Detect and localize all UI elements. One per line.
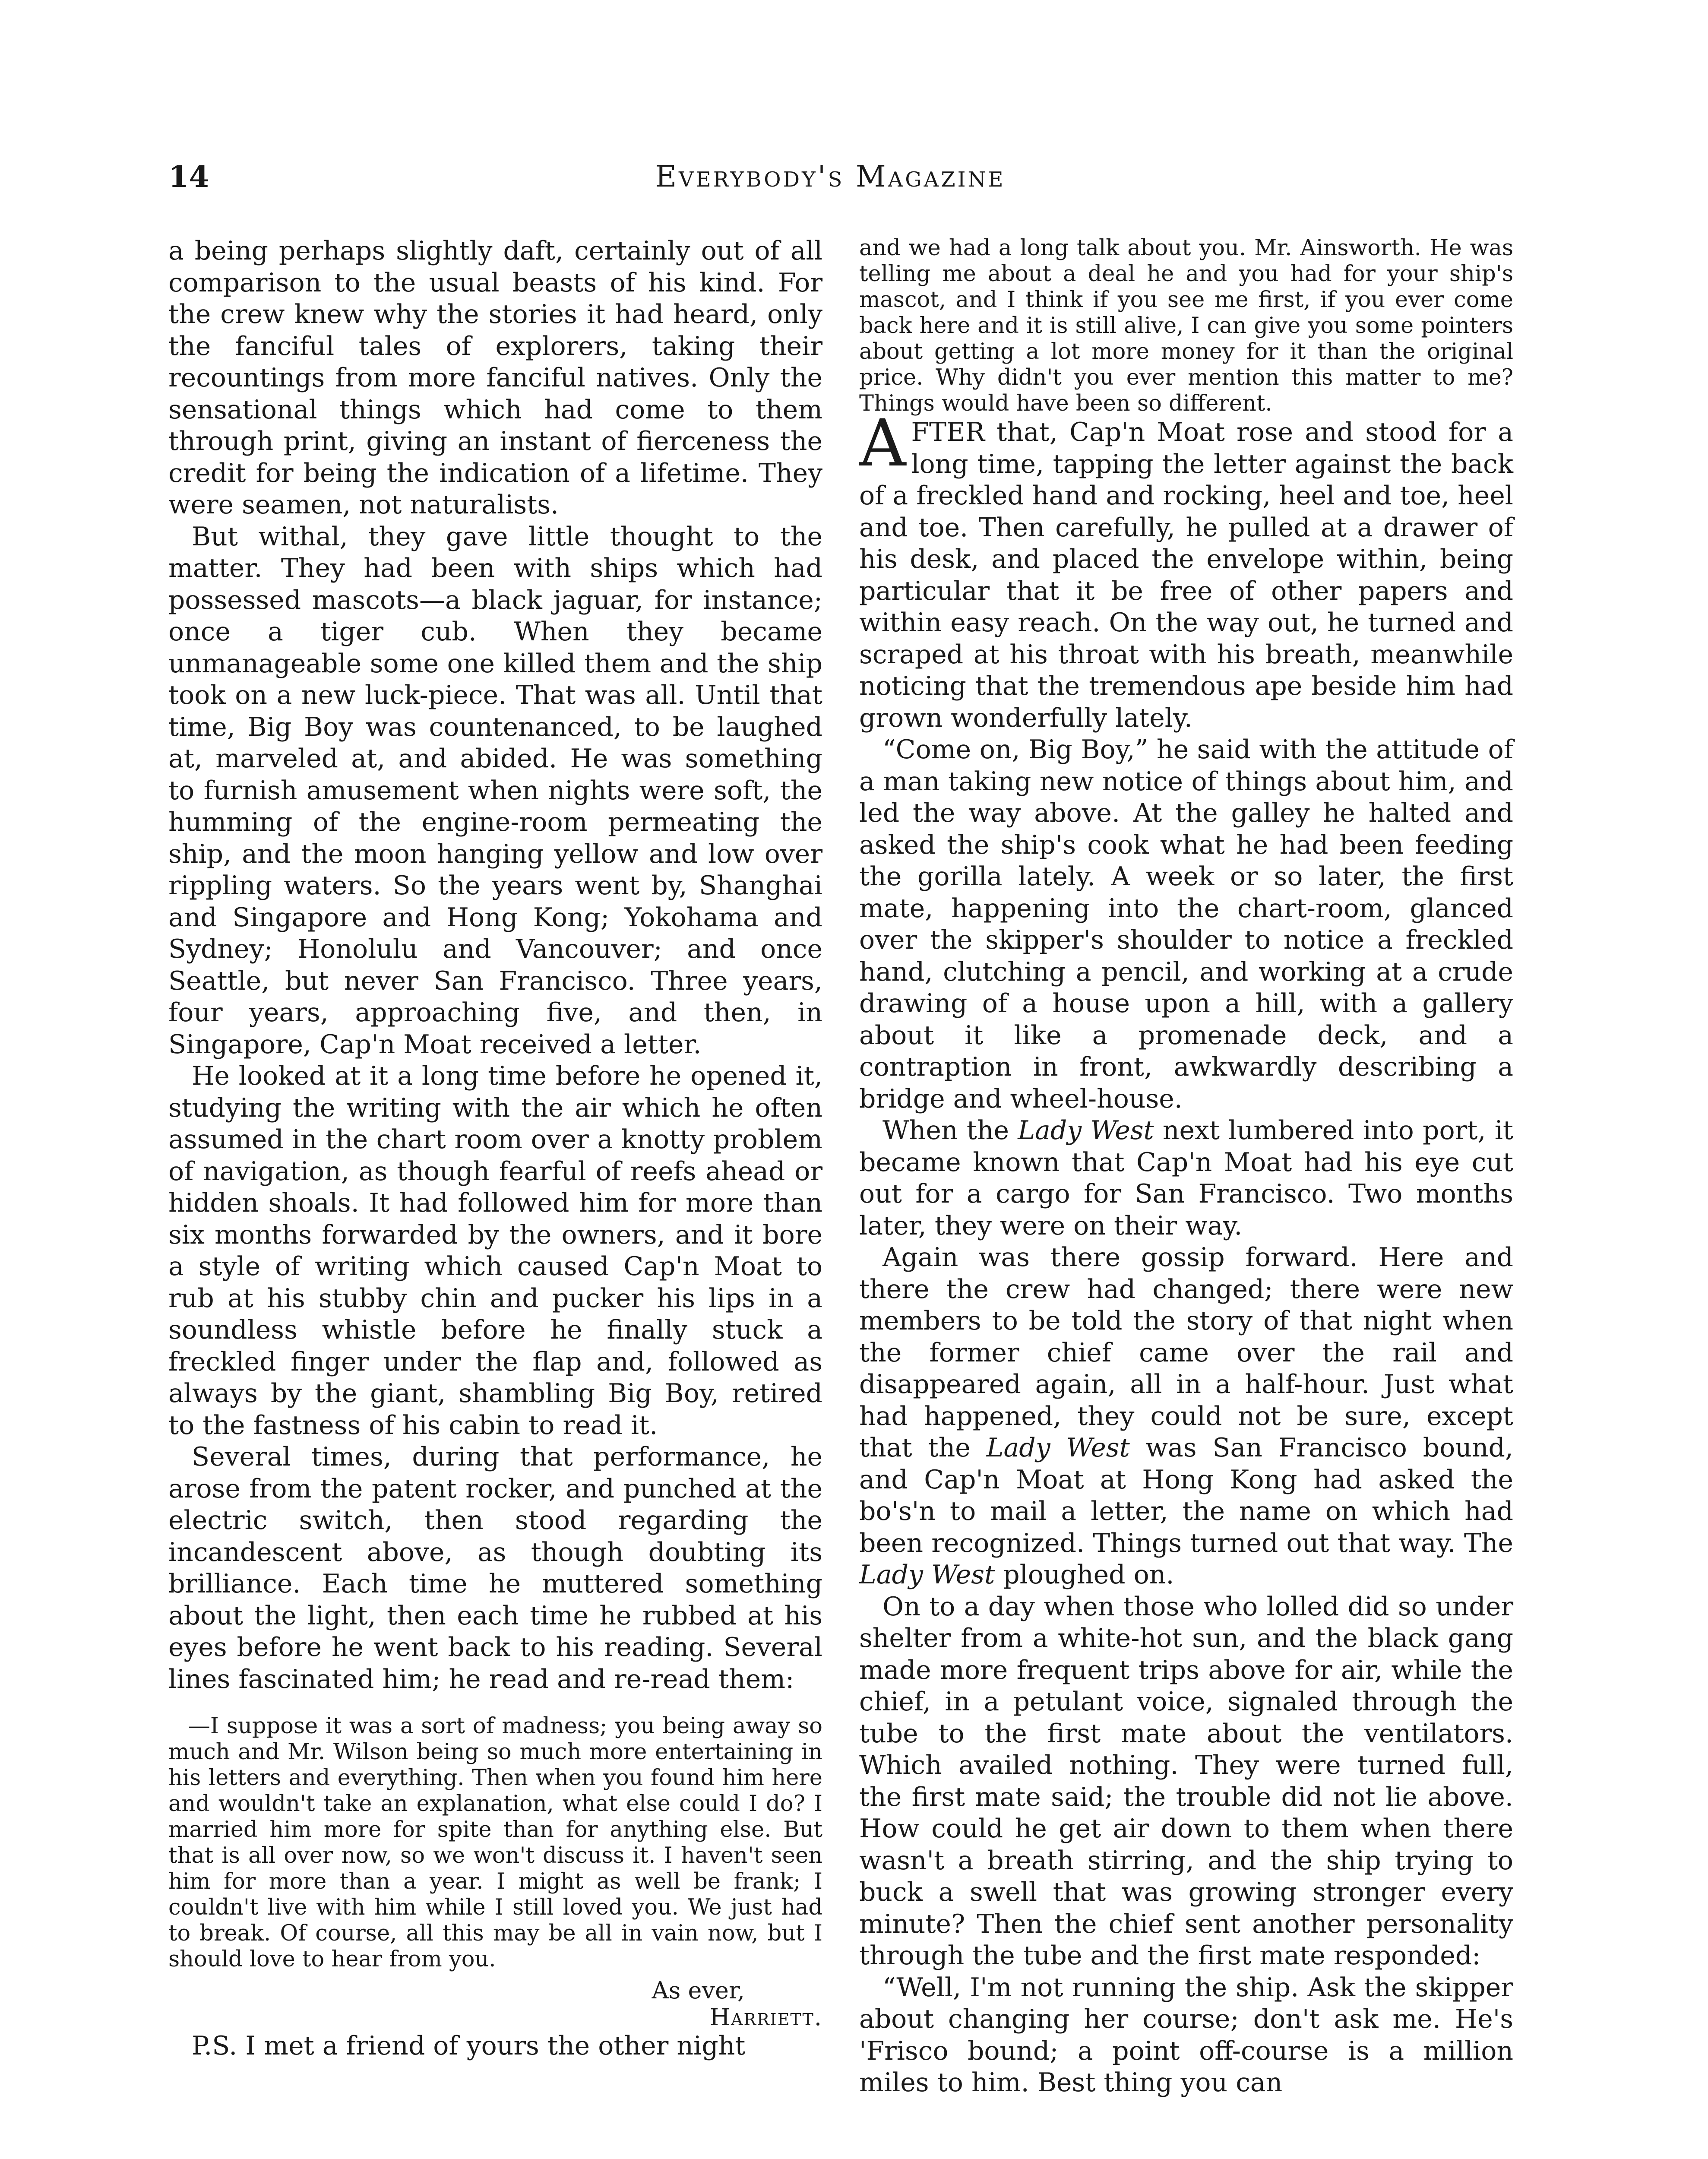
right-column xyxy=(859,235,1513,2099)
page-header xyxy=(168,160,1492,207)
text-run: was San Francisco bound, and Cap'n Moat at Hong Kong had asked the bo's'n to mail a letter, the name on which had been recognized. Things turned out that way. The xyxy=(859,1433,1514,1558)
ship-name: Lady West xyxy=(986,1433,1130,1463)
letter-text: and we had a long talk about you. Mr. Ainsworth. He was telling me about a deal he and you had for your ship's mascot, and I think if you see me first, if you ever come back here and it is still alive, I can give you some pointers about getting a lot more money for it than the original price. Why didn't you ever mention this matter to me? Things would have been so different. xyxy=(859,235,1513,416)
ship-name: Lady West xyxy=(1018,1115,1154,1146)
paragraph xyxy=(859,1115,1513,1242)
magazine-title: Everybody's Magazine xyxy=(655,160,1006,194)
paragraph: But withal, they gave little thought to the matter. They had been with ships which had possessed mascots—a black jaguar, for instance; once a tiger cub. When they became unmanageable some one killed them and the ship took on a new luck-piece. That was all. Until that time, Big Boy was countenanced, to be laughed at, marveled at, and abided. He was something to furnish amusement when nights were soft, the humming of the engine-room permeating the ship, and the moon hanging yellow and low over rippling waters. So the years went by, Shanghai and Singapore and Hong Kong; Yokohama and Sydney; Honolulu and Vancouver; and once Seattle, but never San Francisco. Three years, four years, approaching five, and then, in Singapore, Cap'n Moat received a letter. xyxy=(168,521,822,1060)
drop-cap: A xyxy=(859,406,906,481)
text-run: next lumbered into port, it became known that Cap'n Moat had his eye cut out for a cargo for San Francisco. Two months later, they were on their way. xyxy=(859,1115,1514,1241)
left-column xyxy=(168,235,822,2062)
paragraph: “Come on, Big Boy,” he said with the attitude of a man taking new notice of things about him, and led the way above. At the galley he halted and asked the ship's cook what he had been feeding the gorilla lately. A week or so later, the first mate, happening into the chart-room, glanced over the skipper's shoulder to notice a freckled hand, clutching a pencil, and working at a crude drawing of a house upon a hill, with a gallery about it like a promenade deck, and a contraption in front, awkwardly describing a bridge and wheel-house. xyxy=(859,734,1513,1114)
paragraph: Several times, during that performance, he arose from the patent rocker, and punched at the electric switch, then stood regarding the incandescent above, as though doubting its brilliance. Each time he muttered something about the light, then each time he rubbed at his eyes before he went back to his reading. Several lines fascinated him; he read and re-read them: xyxy=(168,1442,822,1694)
paragraph xyxy=(859,1242,1513,1591)
paragraph-text: FTER that, Cap'n Moat rose and stood for a long time, tapping the letter against the back of a freckled hand and rocking, heel and toe, heel and toe. Then carefully, he pulled at a drawer of his desk, and placed the envelope within, being particular that it be free of other papers and within easy reach. On the way out, he turned and scraped at his throat with his breath, meanwhile noticing that the tremendous ape beside him had grown wonderfully lately. xyxy=(859,417,1513,733)
paragraph: a being perhaps slightly daft, certainly out of all comparison to the usual beasts of his kind. For the crew knew why the stories it had heard, only the fanciful tales of explorers, taking their recountings from more fanciful natives. Only the sensational things which had come to them through print, giving an instant of fierceness the credit for being the indication of a lifetime. They were seamen, not naturalists. xyxy=(168,236,822,520)
section-opening-paragraph xyxy=(859,406,1513,734)
text-run: Again was there gossip forward. Here and there the crew had changed; there were new members to be told the story of that night when the former chief came over the rail and disappeared again, all in a half-hour. Just what had happened, they could not be sure, except that the xyxy=(859,1242,1513,1463)
paragraph: On to a day when those who lolled did so under shelter from a white-hot sun, and the black gang made more frequent trips above for air, while the chief, in a petulant voice, signaled through the tube to the first mate about the ventilators. Which availed nothing. They were turned full, the first mate said; the trouble did not lie above. How could he get air down to them when there wasn't a breath stirring, and the ship trying to buck a swell that was growing stronger every minute? Then the chief sent another personality through the tube and the first mate responded: xyxy=(859,1591,1513,1971)
paragraph: He looked at it a long time before he opened it, studying the writing with the air which he often assumed in the chart room over a knotty problem of navigation, as though fearful of reefs ahead or hidden shoals. It had followed him for more than six months forwarded by the owners, and it bore a style of writing which caused Cap'n Moat to rub at his stubby chin and pucker his lips in a soundless whistle before he finally stuck a freckled finger under the flap and, followed as always by the giant, shambling Big Boy, retired to the fastness of his cabin to read it. xyxy=(168,1061,822,1440)
ship-name: Lady West xyxy=(859,1560,995,1590)
letter-signature: Harriett. xyxy=(709,2004,822,2031)
postscript: P.S. I met a friend of yours the other night xyxy=(192,2031,746,2061)
letter-text: —I suppose it was a sort of madness; you being away so much and Mr. Wilson being so much more entertaining in his letters and everything. Then when you found him here and wouldn't take an explanation, what else could I do? I married him more for spite than for anything else. But that is all over now, so we won't discuss it. I haven't seen him for more than a year. I might as well be frank; I couldn't live with him while I still loved you. We just had to break. Of course, all this may be all in vain now, but I should love to hear from you. xyxy=(168,1713,822,1972)
paragraph: “Well, I'm not running the ship. Ask the skipper about changing her course; don't ask me. He's 'Frisco bound; a point off-course is a million miles to him. Best thing you can xyxy=(859,1972,1513,2098)
letter-excerpt xyxy=(168,1713,822,1972)
text-run: ploughed on. xyxy=(995,1560,1174,1590)
page-number: 14 xyxy=(168,160,209,194)
text-run: When the xyxy=(882,1115,1018,1146)
letter-closing: As ever, xyxy=(652,1977,745,2004)
postscript-continued xyxy=(859,235,1513,417)
